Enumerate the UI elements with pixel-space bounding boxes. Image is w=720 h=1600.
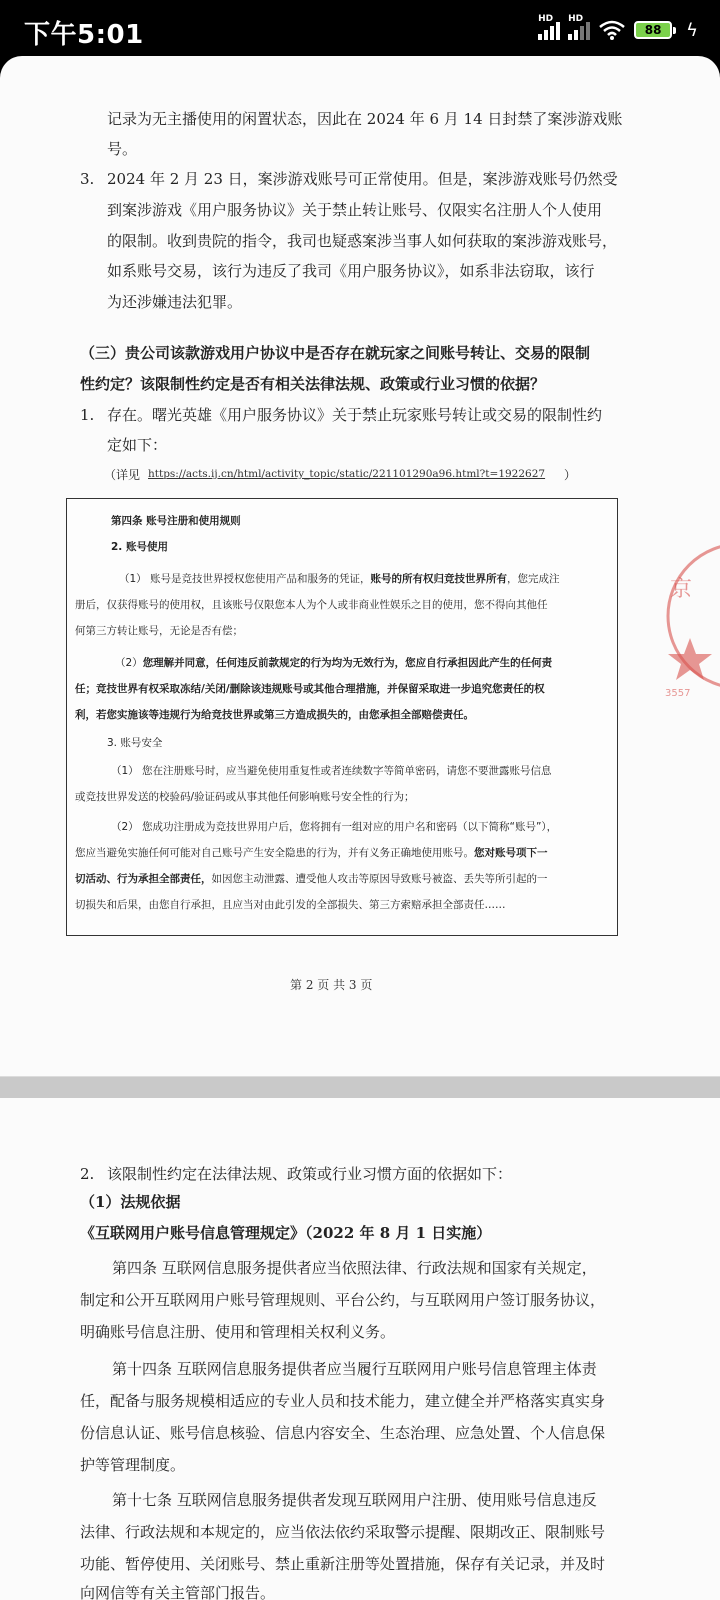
text-line: 护等管理制度。: [80, 1456, 186, 1474]
section-heading: （1）法规依据: [80, 1193, 181, 1211]
text-line: 制定和公开互联网用户账号管理规则、平台公约，与互联网用户签订服务协议，: [80, 1291, 606, 1309]
text-line: 明确账号信息注册、使用和管理相关权利义务。: [80, 1323, 396, 1341]
status-icons: [538, 14, 698, 42]
list-number: 2.: [80, 1165, 95, 1183]
document-page-2[interactable]: [0, 1098, 720, 1600]
text-line: 记录为无主播使用的闲置状态，因此在 2024 年 6 月 14 日封禁了案涉游戏账: [107, 110, 623, 128]
text-line: 份信息认证、账号信息核验、信息内容安全、生态治理、应急处置、个人信息保: [80, 1424, 606, 1442]
box-subheading-2: 3. 账号安全: [107, 737, 163, 749]
stamp-number: 3557: [665, 688, 691, 699]
box-text: 切损失和后果，由您自行承担，且应当对由此引发的全部损失、第三方索赔承担全部责任……: [75, 899, 506, 911]
status-bar: [0, 0, 720, 56]
charging-icon: ϟ: [686, 19, 698, 41]
box-text: （2）: [115, 657, 143, 669]
quoted-agreement-box: [66, 498, 618, 936]
box-text-bold: 利，若您实施该等违规行为给竞技世界或第三方造成损失的，由您承担全部赔偿责任。: [75, 709, 474, 721]
text-line: 第十七条 互联网信息服务提供者发现互联网用户注册、使用账号信息违反: [112, 1491, 597, 1509]
box-text-bold: 您理解并同意，任何违反前款规定的行为均为无效行为，您应自行承担因此产生的任何责: [142, 657, 553, 669]
regulation-title: 《互联网用户账号信息管理规定》（2022 年 8 月 1 日实施）: [80, 1224, 492, 1242]
hd-label-2: HD: [568, 14, 584, 24]
text-line: 该限制性约定在法律法规、政策或行业习惯方面的依据如下：: [107, 1165, 513, 1183]
box-text: 如因您主动泄露、遭受他人攻击等原因导致账号被盗、丢失等所引起的一: [211, 873, 548, 885]
text-line: 存在。曙光英雄《用户服务协议》关于禁止玩家账号转让或交易的限制性约: [107, 406, 603, 424]
box-text-bold: 账号的所有权归竞技世界所有: [370, 573, 508, 585]
box-text: 何第三方转让账号，无论是否有偿；: [75, 625, 243, 637]
text-line: 到案涉游戏《用户服务协议》关于禁止转让账号、仅限实名注册人个人使用: [107, 201, 603, 219]
box-text: 册后，仅获得账号的使用权，且该账号仅限您本人为个人或非商业性娱乐之目的使用，您不得向其他任: [75, 599, 548, 611]
list-number: 3.: [80, 170, 95, 188]
box-subheading: 2. 账号使用: [111, 541, 168, 553]
box-heading: 第四条 账号注册和使用规则: [111, 515, 241, 527]
section-heading: 性约定？该限制性约定是否有相关法律法规、政策或行业习惯的依据？: [80, 375, 546, 393]
signal-icon: [538, 14, 560, 40]
text-line: 法律、行政法规和本规定的，应当依法依约采取警示提醒、限期改正、限制账号: [80, 1523, 606, 1541]
text-line: 为还涉嫌违法犯罪。: [107, 293, 243, 311]
status-time: 下午5:01: [24, 20, 144, 50]
text-line: 定如下：: [107, 436, 168, 454]
text-line: （详见: [104, 468, 141, 482]
page-number: 第 2 页 共 3 页: [290, 978, 373, 992]
hd-label: HD: [538, 14, 554, 24]
text-line: 号。: [107, 140, 138, 158]
signal-icon-2: [568, 14, 590, 40]
text-line: 第四条 互联网信息服务提供者应当依照法律、行政法规和国家有关规定，: [112, 1259, 597, 1277]
text-line: 向网信等有关主管部门报告。: [80, 1584, 276, 1600]
section-heading: （三）贵公司该款游戏用户协议中是否存在就玩家之间账号转让、交易的限制: [80, 344, 591, 362]
document-page-1[interactable]: [0, 56, 720, 1076]
page-separator: [0, 1076, 720, 1099]
text-line: 如系账号交易，该行为违反了我司《用户服务协议》，如系非法窃取，该行: [107, 262, 595, 280]
url-link[interactable]: https://acts.ij.cn/html/activity_topic/static/221101290a96.html?t=1922627: [148, 468, 546, 480]
official-stamp: [660, 526, 720, 706]
text-line: 的限制。收到贵院的指令，我司也疑惑案涉当事人如何获取的案涉游戏账号，: [107, 232, 618, 250]
box-text: （1） 您在注册账号时，应当避免使用重复性或者连续数字等简单密码，请您不要泄露账号信息: [111, 765, 552, 777]
box-text-bold: 任；竞技世界有权采取冻结/关闭/删除该违规账号或其他合理措施，并保留采取进一步追究您责任的权: [75, 683, 545, 695]
box-text: 或竞技世界发送的校验码/验证码或从事其他任何影响账号安全性的行为；: [75, 791, 415, 803]
text-line: 功能、暂停使用、关闭账号、禁止重新注册等处置措施，保存有关记录，并及时: [80, 1555, 606, 1573]
text-line: ）: [564, 468, 577, 482]
battery-icon: [634, 21, 676, 39]
text-line: 第十四条 互联网信息服务提供者应当履行互联网用户账号信息管理主体责: [112, 1360, 597, 1378]
box-text: （1） 账号是竞技世界授权您使用产品和服务的凭证，: [119, 573, 371, 585]
list-number: 1.: [80, 406, 95, 424]
box-text: ，您完成注: [507, 573, 560, 585]
box-text: 您应当避免实施任何可能对自己账号产生安全隐患的行为，并有义务正确地使用账号。: [75, 847, 474, 859]
text-line: 任，配备与服务规模相适应的专业人员和技术能力，建立健全并严格落实真实身: [80, 1392, 606, 1410]
box-text-bold: 您对账号项下一: [474, 847, 548, 859]
stamp-text: 京: [670, 577, 693, 602]
box-text: （2） 您成功注册成为竞技世界用户后，您将拥有一组对应的用户名和密码（以下简称“账号”），: [111, 821, 558, 833]
box-text-bold: 切活动、行为承担全部责任，: [75, 873, 212, 885]
battery-level: 88: [634, 21, 672, 39]
text-line: 2024 年 2 月 23 日，案涉游戏账号可正常使用。但是，案涉游戏账号仍然受: [107, 170, 618, 188]
wifi-icon: [598, 20, 626, 40]
